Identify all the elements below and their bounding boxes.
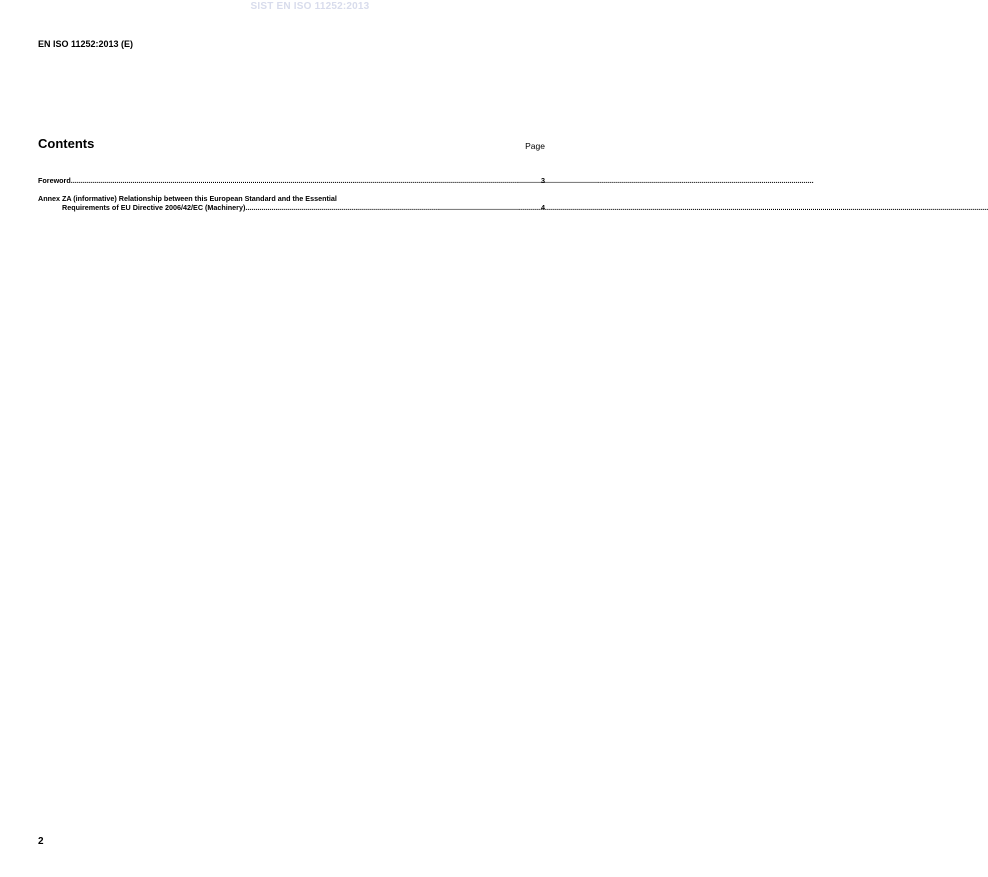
page-number: 2 xyxy=(38,836,44,847)
toc-entry-title-line1: Annex ZA (informative) Relationship between this European Standard and the Essential xyxy=(38,193,337,203)
contents-title: Contents xyxy=(38,136,95,151)
watermark: SIST EN ISO 11252:2013 xyxy=(250,1,370,12)
toc-entry-page: 4 xyxy=(541,203,545,212)
toc-entry-foreword[interactable] xyxy=(38,176,545,186)
document-id: EN ISO 11252:2013 (E) xyxy=(38,39,134,49)
page-column-label: Page xyxy=(525,141,545,151)
toc-entry-annex-za[interactable] xyxy=(38,194,545,213)
toc-entry-title: Foreword xyxy=(38,176,71,185)
toc-entry-page: 3 xyxy=(541,176,545,185)
toc-dot-leader xyxy=(245,203,541,213)
table-of-contents xyxy=(38,176,545,213)
toc-entry-line2 xyxy=(38,203,545,213)
toc-dot-leader xyxy=(71,176,541,186)
toc-entry-title-line2: Requirements of EU Directive 2006/42/EC (Machinery) xyxy=(62,203,246,212)
